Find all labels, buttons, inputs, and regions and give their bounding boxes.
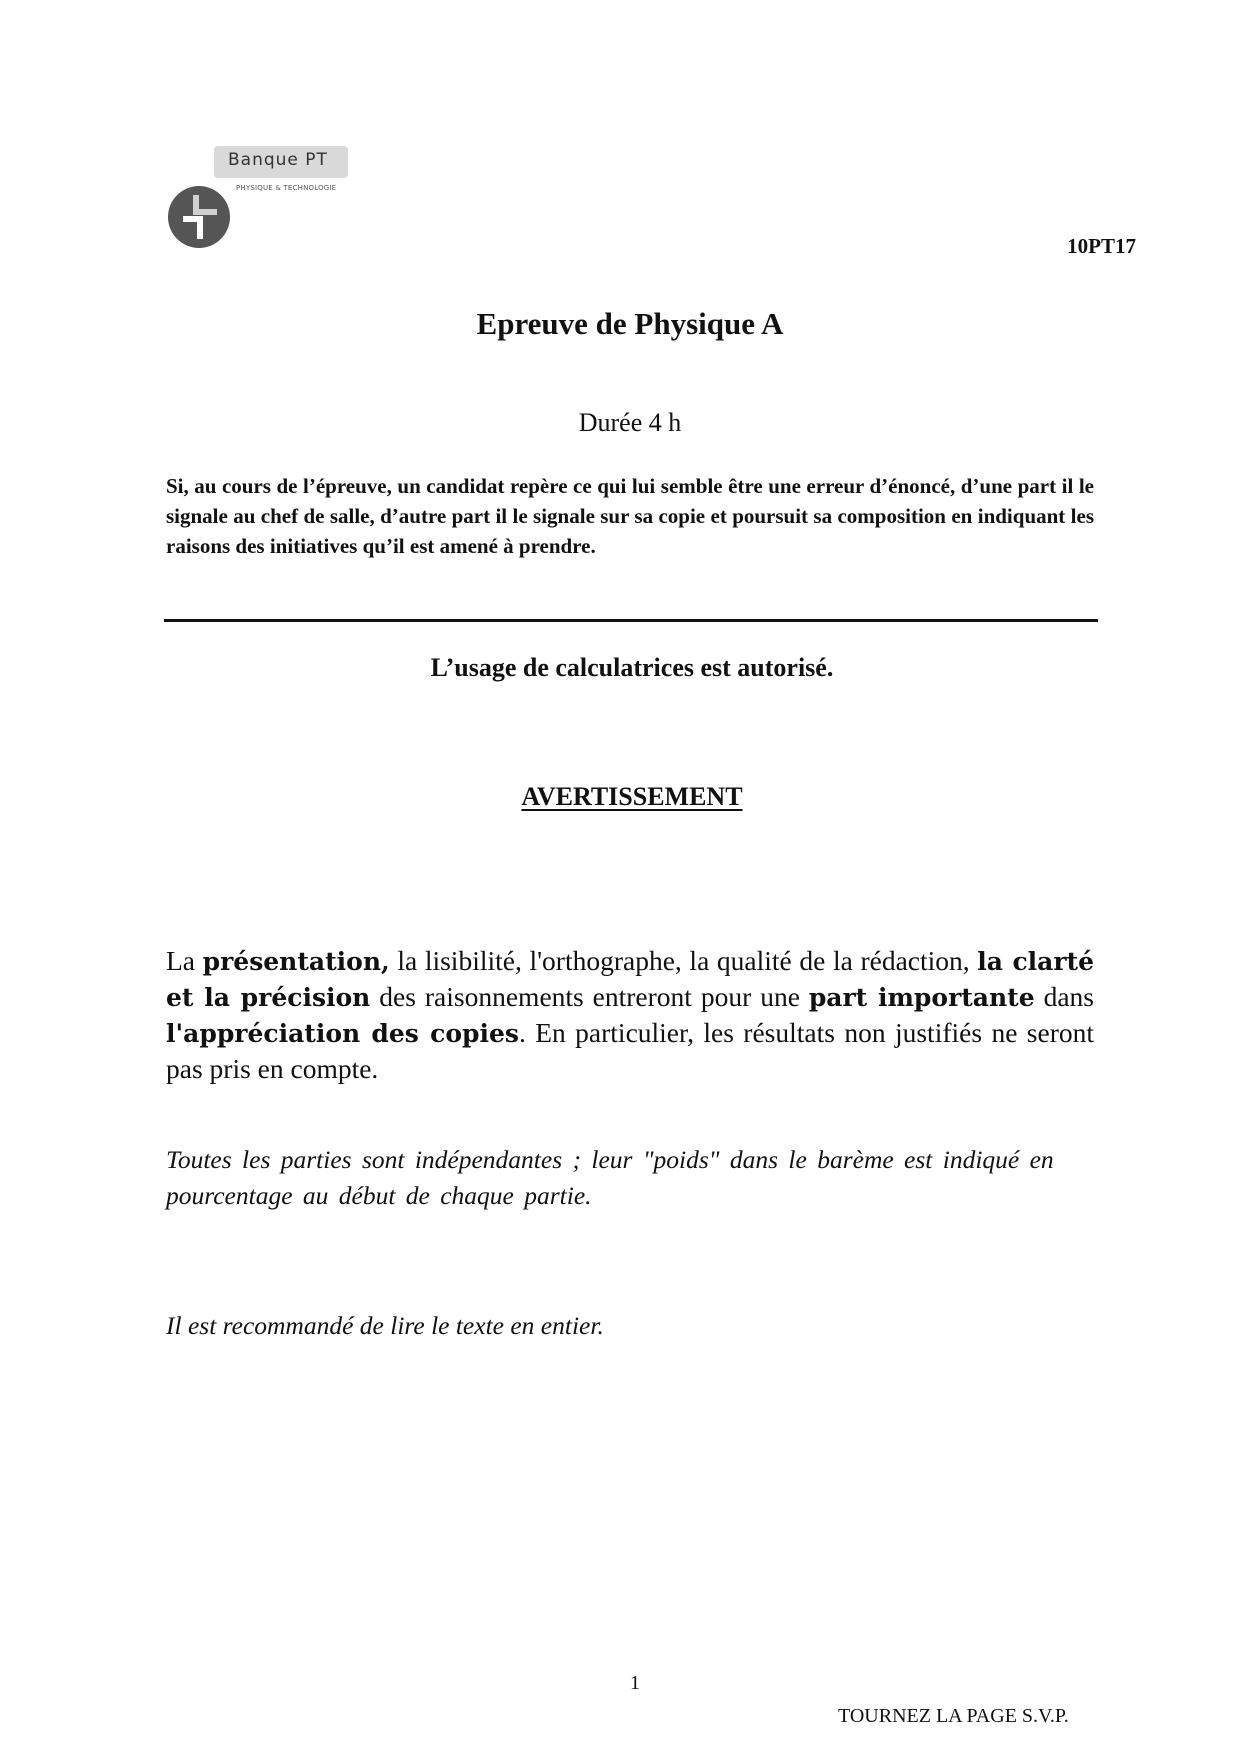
presentation-text-4: dans bbox=[1034, 981, 1094, 1012]
page-title: Epreuve de Physique A bbox=[476, 306, 784, 341]
error-notice: Si, au cours de l’épreuve, un candidat repère ce qui lui semble être une erreur d’énoncé, d’une part il le signale au chef de salle, d’autre part il le signale sur sa copie et poursuit sa composition en indiquant les raisons des initiatives qu’il est amené à prendre. bbox=[166, 474, 1094, 558]
logo-mark-icon bbox=[166, 184, 232, 250]
presentation-bold-1: présentation, bbox=[202, 947, 390, 976]
presentation-text-1: La bbox=[166, 945, 203, 976]
turn-page-note: TOURNEZ LA PAGE S.V.P. bbox=[838, 1705, 1069, 1727]
logo-subtitle: PHYSIQUE & TECHNOLOGIE bbox=[236, 184, 337, 192]
presentation-bold-2: la clarté et la précision bbox=[166, 947, 1094, 1012]
horizontal-divider bbox=[164, 619, 1098, 622]
warning-heading: AVERTISSEMENT bbox=[521, 782, 743, 811]
read-note: Il est recommandé de lire le texte en entier. bbox=[166, 1311, 604, 1340]
banque-pt-logo bbox=[166, 146, 356, 252]
logo-name-badge bbox=[214, 146, 348, 178]
exam-duration: Durée 4 h bbox=[578, 408, 682, 437]
presentation-bold-3: part importante bbox=[808, 983, 1035, 1012]
document-code: 10PT17 bbox=[1067, 234, 1136, 258]
presentation-text-2: la lisibilité, l'orthographe, la qualité de la rédaction, bbox=[389, 945, 978, 976]
calculator-notice: L’usage de calculatrices est autorisé. bbox=[430, 653, 834, 682]
presentation-text-3: des raisonnements entreront pour une bbox=[370, 981, 809, 1012]
presentation-paragraph bbox=[166, 943, 1094, 1086]
parts-note: Toutes les parties sont indépendantes ; leur "poids" dans le barème est indiqué en pourcentage au début de chaque partie. bbox=[166, 1145, 1054, 1210]
presentation-text-5: . En particulier, les résultats non justifiés ne seront pas pris en compte. bbox=[166, 1017, 1094, 1084]
page-number: 1 bbox=[630, 1672, 640, 1694]
logo-name: Banque PT bbox=[228, 150, 328, 170]
presentation-bold-4: l'appréciation des copies bbox=[166, 1019, 519, 1048]
